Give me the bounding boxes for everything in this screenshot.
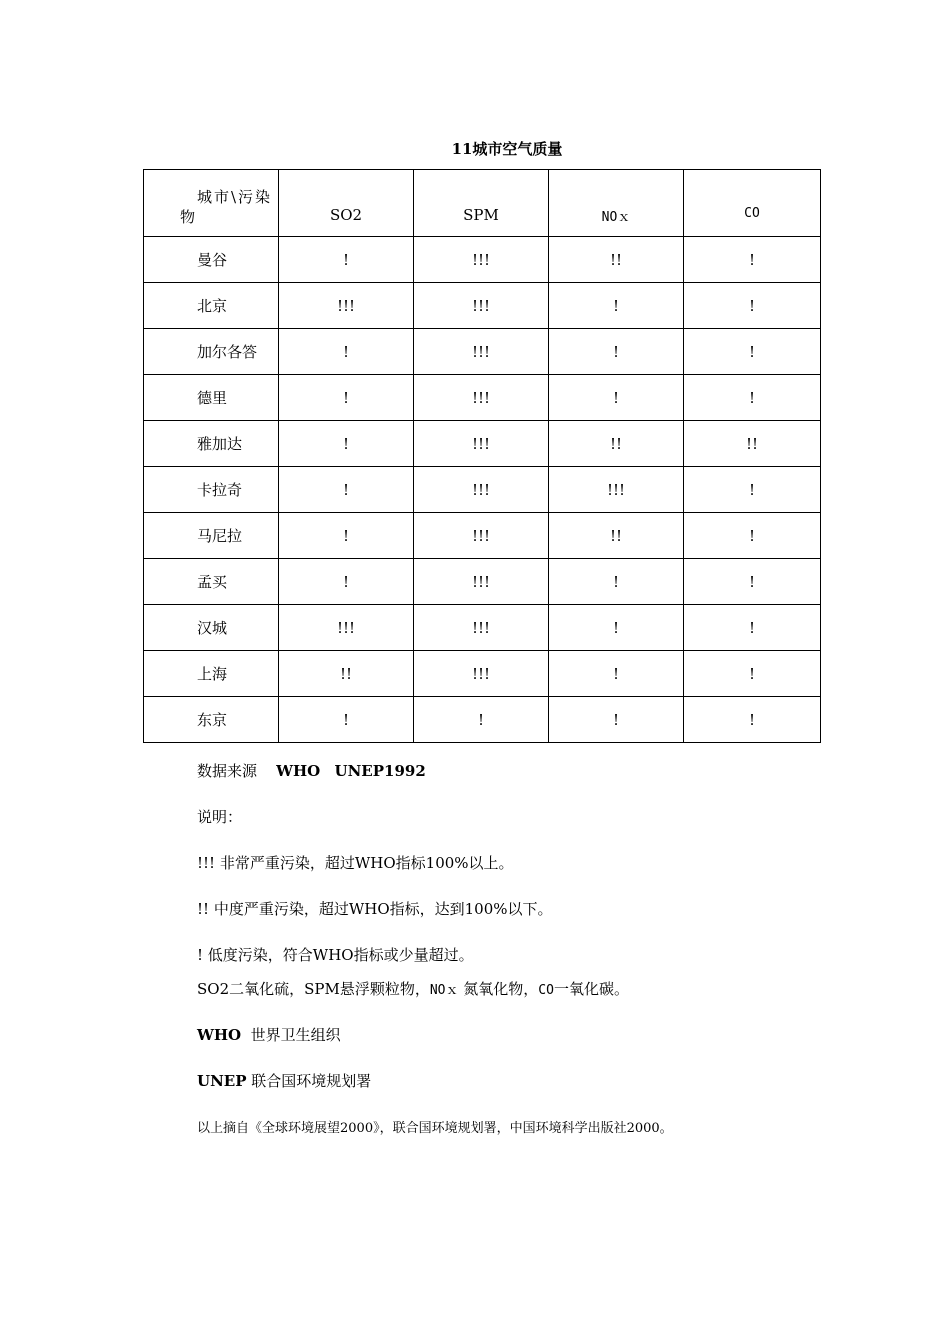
level-cell-co: ! [684, 375, 821, 421]
level-cell-spm: !!! [414, 329, 549, 375]
level-cell-spm: !!! [414, 237, 549, 283]
level-cell-nox: ! [549, 283, 684, 329]
table-row [144, 375, 821, 421]
page-title: 11城市空气质量 [451, 140, 563, 158]
level-cell-nox: ! [549, 697, 684, 743]
level-cell-co: !! [684, 421, 821, 467]
note-unep [197, 1070, 371, 1091]
level-cell-so2: ! [279, 421, 414, 467]
column-header-spm: SPM [414, 170, 549, 237]
note-abbreviations [197, 978, 629, 999]
level-cell-so2: !!! [279, 605, 414, 651]
level-cell-so2: ! [279, 237, 414, 283]
table-header-row [144, 170, 821, 237]
note-who [197, 1024, 341, 1045]
level-cell-spm: !!! [414, 283, 549, 329]
level-cell-nox: !! [549, 421, 684, 467]
source-label: 数据来源 [197, 762, 258, 780]
who-abbr: WHO [197, 1026, 242, 1044]
city-cell: 汉城 [144, 605, 279, 651]
level-cell-nox: !! [549, 513, 684, 559]
level-cell-nox: ! [549, 329, 684, 375]
who-full: 世界卫生组织 [241, 1026, 341, 1044]
corner-label: 城市\污染 [197, 188, 273, 206]
city-cell: 曼谷 [144, 237, 279, 283]
level-cell-co: ! [684, 283, 821, 329]
level-cell-co: ! [684, 605, 821, 651]
level-cell-so2: ! [279, 559, 414, 605]
source-unep: UNEP1992 [334, 762, 426, 780]
city-cell: 上海 [144, 651, 279, 697]
level-cell-nox: !!! [549, 467, 684, 513]
notes-heading: 说明： [197, 808, 243, 826]
source-who: WHO [276, 762, 321, 780]
note-severe: !!! 非常严重污染，超过WHO指标100%以上。 [197, 854, 514, 872]
city-cell: 北京 [144, 283, 279, 329]
city-cell: 加尔各答 [144, 329, 279, 375]
level-cell-spm: !!! [414, 513, 549, 559]
unep-abbr: UNEP [197, 1072, 247, 1090]
level-cell-spm: !!! [414, 605, 549, 651]
level-cell-nox: ! [549, 651, 684, 697]
level-cell-so2: !! [279, 651, 414, 697]
level-cell-co: ! [684, 559, 821, 605]
table-row [144, 605, 821, 651]
city-cell: 卡拉奇 [144, 467, 279, 513]
level-cell-so2: ! [279, 375, 414, 421]
table-row [144, 283, 821, 329]
level-cell-spm: ! [414, 697, 549, 743]
abbr-part-a: SO2二氧化硫，SPM悬浮颗粒物， [197, 980, 430, 998]
level-cell-so2: !!! [279, 283, 414, 329]
level-cell-spm: !!! [414, 651, 549, 697]
corner-header [144, 170, 279, 237]
abbr-nox: NOｘ [429, 983, 459, 998]
level-cell-spm: !!! [414, 375, 549, 421]
city-cell: 孟买 [144, 559, 279, 605]
column-header-so2: SO2 [279, 170, 414, 237]
table-row [144, 421, 821, 467]
level-cell-spm: !!! [414, 559, 549, 605]
level-cell-co: ! [684, 237, 821, 283]
level-cell-nox: !! [549, 237, 684, 283]
air-quality-table [143, 169, 821, 743]
table-row [144, 697, 821, 743]
table-row [144, 513, 821, 559]
level-cell-nox: ! [549, 559, 684, 605]
city-cell: 雅加达 [144, 421, 279, 467]
level-cell-so2: ! [279, 329, 414, 375]
table-row [144, 237, 821, 283]
abbr-part-c: 一氧化碳。 [553, 980, 629, 998]
corner-label-2: 物 [180, 208, 196, 226]
table-row [144, 559, 821, 605]
table-row [144, 329, 821, 375]
city-cell: 东京 [144, 697, 279, 743]
note-low: ! 低度污染，符合WHO指标或少量超过。 [197, 946, 474, 964]
level-cell-so2: ! [279, 697, 414, 743]
level-cell-spm: !!! [414, 421, 549, 467]
note-moderate: !! 中度严重污染，超过WHO指标，达到100%以下。 [197, 900, 553, 918]
level-cell-co: ! [684, 651, 821, 697]
abbr-part-b: 氮氧化物， [458, 980, 539, 998]
level-cell-nox: ! [549, 605, 684, 651]
level-cell-nox: ! [549, 375, 684, 421]
level-cell-co: ! [684, 467, 821, 513]
city-cell: 马尼拉 [144, 513, 279, 559]
column-header-nox: NOｘ [549, 170, 684, 237]
table-row [144, 467, 821, 513]
unep-full: 联合国环境规划署 [246, 1072, 372, 1090]
abbr-co: CO [538, 983, 554, 998]
citation: 以上摘自《全球环境展望2000》，联合国环境规划署，中国环境科学出版社2000。 [197, 1121, 673, 1136]
level-cell-co: ! [684, 513, 821, 559]
column-header-co: CO [684, 170, 821, 237]
level-cell-co: ! [684, 329, 821, 375]
level-cell-so2: ! [279, 513, 414, 559]
data-source [197, 760, 426, 781]
table-row [144, 651, 821, 697]
level-cell-spm: !!! [414, 467, 549, 513]
level-cell-so2: ! [279, 467, 414, 513]
city-cell: 德里 [144, 375, 279, 421]
level-cell-co: ! [684, 697, 821, 743]
